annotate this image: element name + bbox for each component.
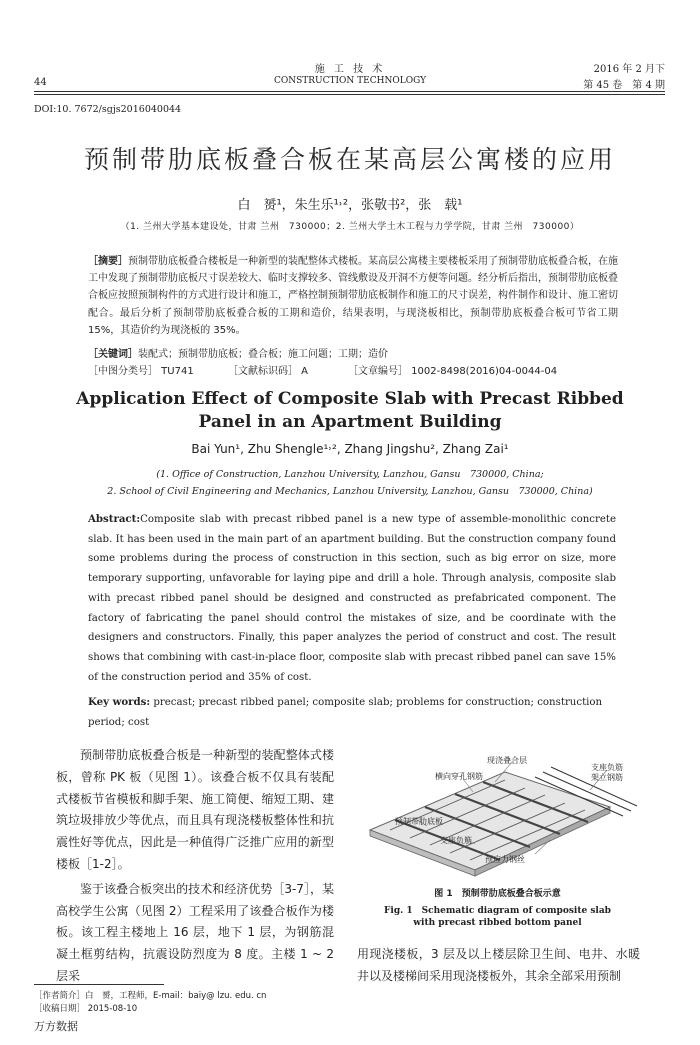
- affiliations-en: [0, 466, 700, 500]
- footnote-rule: [34, 984, 164, 985]
- abstract-cn-text: 预制带肋底板叠合楼板是一种新型的装配整体式楼板。某高层公寓楼主要楼板采用了预制带肋底板叠合板，在施工中发现了预制带肋底板尺寸误差较大、临时支撑较多、管线敷设及开洞不方便等问题。经分析后指出，预制带肋底板叠合板应按照预制构件的方式进行设计和施工，严格控制预制带肋底板制作和施工的尺寸误差，构件制作和设计、施工密切配合。最后分析了预制带肋底板叠合板的工期和造价，结果表明，与现浇板相比，预制带肋底板叠合板可节省工期 15%，其造价约为现浇板的 35%。: [88, 256, 618, 336]
- footnotes: [34, 990, 266, 1016]
- figure-caption-cn: 图 1 预制带肋底板叠合板示意: [434, 889, 561, 899]
- keywords-cn-label: ［关键词］: [88, 349, 138, 360]
- abstract-cn: [88, 253, 618, 339]
- keywords-en-label: Key words:: [88, 696, 151, 708]
- clc-number: ［中图分类号］ TU741: [88, 366, 194, 377]
- authors-en: Bai Yun¹, Zhu Shengle¹˒², Zhang Jingshu², Zhang Zai¹: [191, 442, 509, 456]
- title-en: [0, 388, 700, 434]
- affiliation-en-2: 2. School of Civil Engineering and Mechanics, Lanzhou University, Lanzhou, Gansu 730000, China): [107, 486, 593, 497]
- label-cast-layer: 现浇叠合层: [487, 756, 527, 765]
- label-transverse-rebar: 横向穿孔钢筋: [435, 772, 483, 781]
- abstract-en: [88, 510, 616, 687]
- footnote-received-date: ［收稿日期］ 2015-08-10: [34, 1004, 138, 1014]
- keywords-cn: [88, 345, 618, 360]
- body-left-column: [56, 745, 334, 988]
- journal-title-cn: 施 工 技 术: [314, 64, 386, 75]
- abstract-en-label: Abstract:: [88, 513, 141, 525]
- doi: DOI:10. 7672/sgjs2016040044: [34, 104, 182, 115]
- journal-title-en: CONSTRUCTION TECHNOLOGY: [273, 76, 427, 86]
- header-rule: [34, 91, 665, 92]
- issue-volume: 第 45 卷 第 4 期: [583, 80, 665, 91]
- title-en-line-2: Panel in an Apartment Building: [198, 412, 502, 432]
- label-prestressed-wire: 预应力钢丝: [485, 855, 525, 864]
- label-precast-panel: 预制带肋底板: [395, 817, 443, 826]
- page-number: 44: [34, 77, 47, 88]
- title-en-line-1: Application Effect of Composite Slab with Precast Ribbed: [76, 389, 624, 409]
- document-code: ［文献标识码］ A: [228, 366, 309, 377]
- body-paragraph-2: 鉴于该叠合板突出的技术和经济优势［3-7］，某高校学生公寓（见图 2）工程采用了该叠合板作为楼板。该工程主楼地上 16 层，地下 1 层，为钢筋混凝土框剪结构，抗震设防烈度为 8 度。主楼 1 ~ 2 层采: [56, 881, 334, 983]
- keywords-cn-text: 装配式；预制带肋底板；叠合板；施工问题；工期；造价: [138, 349, 388, 360]
- issue-date: 2016 年 2 月下: [593, 64, 665, 75]
- watermark: 万方数据: [34, 1020, 78, 1033]
- abstract-cn-label: ［摘要］: [88, 256, 128, 267]
- label-support-rebar: 支座负筋: [591, 763, 623, 772]
- keywords-en: [88, 693, 616, 732]
- body-right-column: [357, 944, 640, 988]
- header-rule-2: [34, 94, 665, 95]
- affiliation-en-1: (1. Office of Construction, Lanzhou University, Lanzhou, Gansu 730000, China;: [156, 469, 544, 480]
- title-cn: 预制带肋底板叠合板在某高层公寓楼的应用: [83, 145, 616, 174]
- figure-caption-en-1: Fig. 1 Schematic diagram of composite slab: [384, 906, 611, 916]
- keywords-en-text: precast; precast ribbed panel; composite slab; problems for construction; construction period; cost: [88, 697, 603, 728]
- classification-row: [88, 362, 618, 377]
- label-support-rebar-2: 支座负筋: [440, 836, 472, 845]
- body-paragraph-1: 预制带肋底板叠合板是一种新型的装配整体式楼板，曾称 PK 板（见图 1）。该叠合板不仅具有装配式楼板节省模板和脚手架、施工简便、缩短工期、建筑垃圾排放少等优点，而且具有现浇楼板整体性和抗震性好等优点，因此是一种值得广泛推广应用的新型楼板［1-2］。: [56, 748, 334, 871]
- authors-cn: 白 赟¹，朱生乐¹˒²，张敬书²，张 载¹: [237, 198, 463, 213]
- label-erect-rebar: 架立钢筋: [591, 773, 623, 782]
- figure-caption-en-2: with precast ribbed bottom panel: [413, 918, 582, 928]
- footnote-author: ［作者简介］白 赟，工程师，E-mail：baiy@ lzu. edu. cn: [34, 991, 267, 1001]
- affiliations-cn: （1. 兰州大学基本建设处，甘肃 兰州 730000；2. 兰州大学土木工程与力学学院，甘肃 兰州 730000）: [120, 222, 580, 232]
- abstract-en-text: Composite slab with precast ribbed panel is a new type of assemble-monolithic concrete slab. It has been used in the main part of an apartment building. But the construction company found some problems during the process of construction in this section, such as big error on size, more temporary supporting, unfavorable for laying pipe and drill a hole. Through analysis, composite slab with precast ribbed panel should be designed and constructed as prefabricated component. The factory of fabricating the panel should control the mistakes of size, and be coordinate with the designers and constructors. Finally, this paper analyzes the period of construct and cost. The result shows that combining with cast-in-place floor, composite slab with precast ribbed panel can save 15% of the construction period and 35% of cost.: [88, 514, 616, 683]
- article-number: ［文章编号］ 1002-8498(2016)04-0044-04: [348, 366, 558, 377]
- figure-1: [355, 752, 640, 880]
- body-paragraph-3: 用现浇楼板，3 层及以上楼层除卫生间、电井、水暖井以及楼梯间采用现浇楼板外，其余全部采用预制: [357, 947, 640, 983]
